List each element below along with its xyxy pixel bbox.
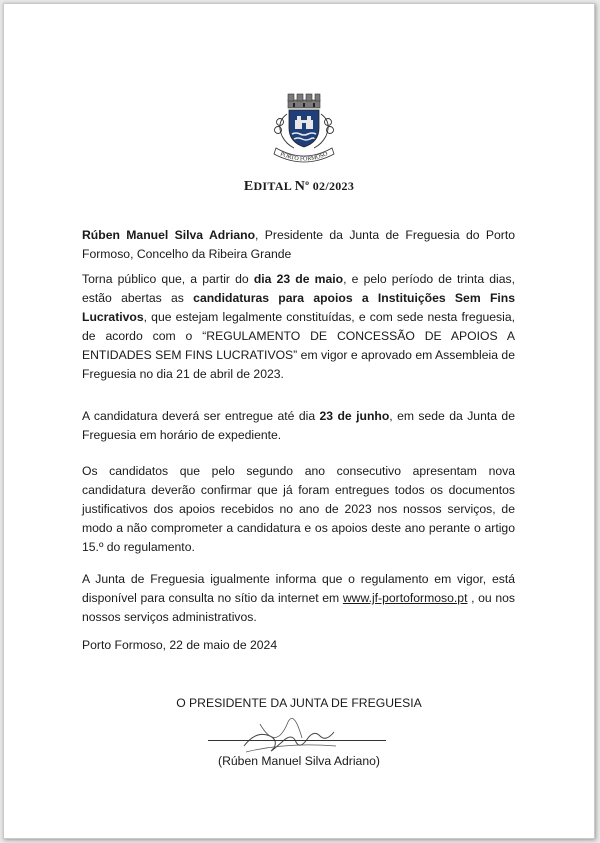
intro-paragraph: Rúben Manuel Silva Adriano, Presidente da Junta de Freguesia do Porto Formoso, Concelho da Ribeira Grande — [82, 228, 515, 261]
signature-role: O PRESIDENTE DA JUNTA DE FREGUESIA — [176, 696, 422, 710]
place-date: Porto Formoso, 22 de maio de 2024 — [82, 638, 278, 652]
signature-line — [208, 740, 386, 741]
announcement-paragraph: Torna público que, a partir do dia 23 de maio, e pelo período de trinta dias, estão abertas as candidaturas para apoios a Instituições Sem Fins Lucrativos, que estejam legalmente constituídas, e com sede nesta freguesia, de acordo com o “REGULAMENTO DE CONCESSÃO DE APOIOS A ENTIDADES SEM FINS LUCRATIVOS” em vigor e aprovado em Assembleia de Freguesia no dia 21 de abril de 2023. — [82, 272, 515, 381]
coat-of-arms-icon — [262, 92, 346, 170]
website-link[interactable]: www.jf-portoformoso.pt — [342, 591, 468, 605]
deadline-paragraph: A candidatura deverá ser entregue até dia 23 de junho, em sede da Junta de Freguesia em horário de expediente. — [82, 409, 515, 442]
crest-scroll-text: PORTO FORMOSO — [279, 151, 329, 163]
handwritten-signature — [236, 712, 346, 760]
president-name: Rúben Manuel Silva Adriano — [82, 228, 256, 242]
info-paragraph: A Junta de Freguesia igualmente informa que o regulamento em vigor, está disponível para consulta no sítio da internet em www.jf-portoformoso.pt , ou nos nossos serviços administrativos. — [82, 572, 515, 624]
document-page — [3, 3, 595, 839]
signatory-name: (Rúben Manuel Silva Adriano) — [218, 754, 380, 768]
second-year-paragraph: Os candidatos que pelo segundo ano consecutivo apresentam nova candidatura deverão confirmar que já foram entregues todos os documentos justificativos dos apoios recebidos no ano de 2023 nos nossos serviços, de modo a não comprometer a candidatura e os apoios deste ano perante o artigo 15.º do regulamento. — [82, 464, 515, 554]
document-title: EDITAL Nº 02/2023 — [243, 179, 355, 194]
